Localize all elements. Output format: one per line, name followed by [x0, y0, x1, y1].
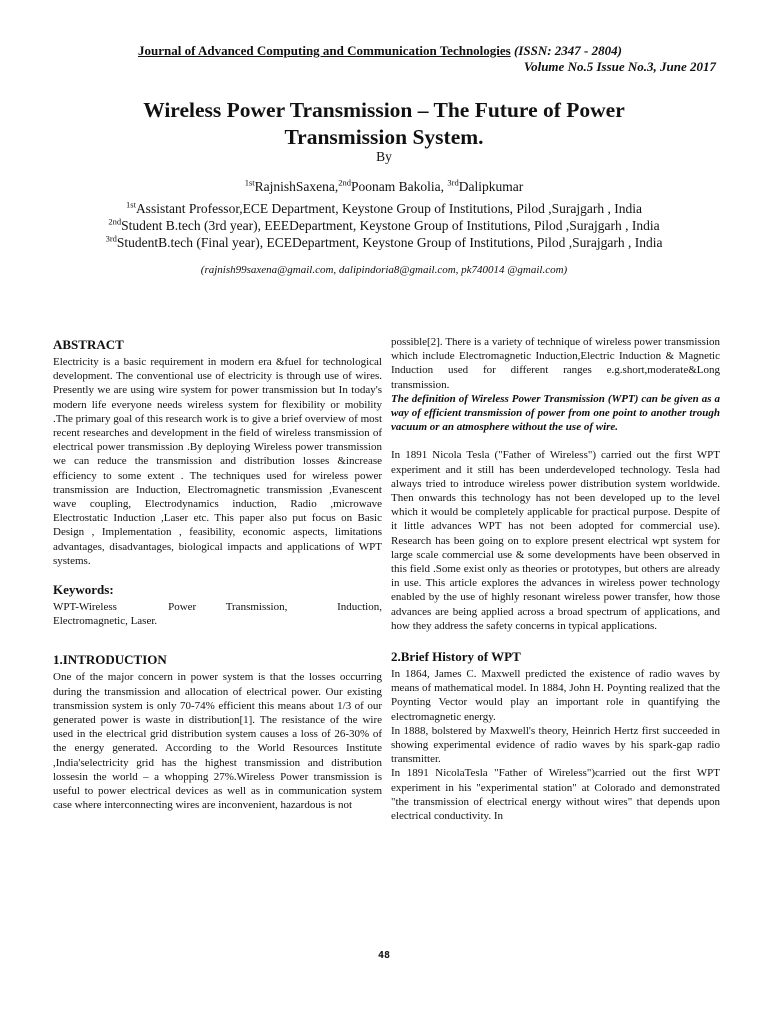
page-number: 48 — [377, 950, 391, 961]
paper-title — [0, 97, 768, 151]
keywords-heading: Keywords: — [53, 582, 114, 598]
history-heading: 2.Brief History of WPT — [391, 649, 521, 665]
keyword-2: Power — [168, 601, 197, 614]
affiliation-3-text: StudentB.tech (Final year), ECEDepartment, Keystone Group of Institutions, Pilod ,Surajgarh , India — [116, 235, 663, 250]
keyword-3: Transmission, — [225, 601, 288, 614]
author-2-ordinal: 2nd — [338, 177, 352, 188]
intro-continued-text: possible[2]. There is a variety of technique of wireless power transmission which include Electromagnetic Induction,Electric Induction & Magnetic Induction used for different ranges e.g.short,moderate&Long transmission. — [391, 336, 720, 391]
by-label: By — [376, 149, 392, 164]
journal-issn: (ISSN: 2347 - 2804) — [513, 43, 622, 58]
introduction-heading: 1.INTRODUCTION — [53, 652, 167, 668]
author-3-ordinal: 3rd — [447, 177, 459, 188]
affiliation-2 — [0, 218, 768, 234]
author-3-name: Dalipkumar — [458, 179, 524, 194]
journal-volume: Volume No.5 Issue No.3, June 2017 — [523, 59, 716, 74]
introduction-text: One of the major concern in power system is that the losses occurring during the transmission and allocation of electrical power. Our existing transmission system is only 70-74% efficient this means about 1/3 of our generated power is waste in distribution[1]. The resistance of the wire used in the electrical grid distribution system causes a loss of 26-30% of the energy generated. According to the World Resources Institute ,India'selectricity grid has the highest transmission and distribution lossesin the world – a whopping 27%.Wireless Power transmission is useful to power electrical devices as well as in communication system case where interconnecting wires are inconvenient, hazardous is not — [53, 671, 382, 812]
keyword-1: WPT-Wireless — [53, 601, 117, 614]
journal-name: Journal of Advanced Computing and Communication Technologies — [138, 43, 511, 58]
abstract-text: Electricity is a basic requirement in modern era &fuel for technological development. The conventional use of electricity is through use of wires. Presently we are using wire system for power transmission but In today's modern life everyone needs wireless system for flexibility or mobility .The primary goal of this research work is to give a brief overview of most recent researches and development in the field of wireless transmission of electrical power transmission .By deploying Wireless power transmission we can reduce the transmission and distribution losses &increase efficiency to some extent . The techniques used for wireless power transmission are Induction, Electromagnetic transmission ,Evanescent wave coupling, Electrodynamics induction, Radio ,microwave Electrostatic Induction ,Laser etc. This paper also put focus on Basic Design , Implementation , feasibility, economic aspects, limitations advantages, disadvantages, biological impacts and applications of WPT systems. — [53, 356, 382, 567]
keywords-list — [53, 600, 382, 614]
affiliation-1-text: Assistant Professor,ECE Department, Keystone Group of Institutions, Pilod ,Surajgarh , India — [135, 201, 642, 216]
author-1-name: RajnishSaxena, — [254, 179, 339, 194]
title-line-1: Wireless Power Transmission – The Future of Power — [143, 98, 625, 122]
affiliation-2-ordinal: 2nd — [108, 216, 122, 227]
journal-header — [138, 42, 718, 59]
tesla-paragraph: In 1891 Nicola Tesla ("Father of Wireless") carried out the first WPT experiment and it still has been underdeveloped technology. Tesla had always tried to introduce wireless power distribution system worldwide. Then onwards this technology has not been developed up to the level which it would be completely applicable for practical purpose. Despite of it little advances WPT has not been adopted for commercial use). Research has been going on to explore present electrical wpt system for large scale commercial use & some developments have been observed in this field .Some exist only as theories or prototypes, but others are already in use. This article explores the advances in wireless power technology enabled by the use of highly resonant wireless power transfer, how those advances are being applied across a broad spectrum of applications, and how they address the safety concerns in typical applications. — [391, 449, 720, 632]
abstract-heading: ABSTRACT — [53, 337, 124, 352]
affiliation-3-ordinal: 3rd — [105, 233, 117, 244]
affiliation-2-text: Student B.tech (3rd year), EEEDepartment, Keystone Group of Institutions, Pilod ,Surajgarh , India — [121, 218, 660, 233]
right-column — [391, 335, 720, 832]
keyword-4: Induction, — [337, 601, 382, 614]
author-emails: (rajnish99saxena@gmail.com, dalipindoria8@gmail.com, pk740014 @gmail.com) — [200, 264, 568, 276]
history-maxwell: In 1864, James C. Maxwell predicted the existence of radio waves by means of mathematical model. In 1884, John H. Poynting realized that the Poynting Vector would play an important role in quantifying the electromagnetic energy. — [391, 668, 720, 723]
wpt-definition: The definition of Wireless Power Transmission (WPT) can be given as a way of efficient transmission of power from one point to another trough vacuum or an atmosphere without the use of wire. — [391, 392, 720, 434]
affiliation-1 — [0, 201, 768, 217]
affiliation-3 — [0, 235, 768, 251]
author-2-name: Poonam Bakolia, — [351, 179, 448, 194]
keywords-continued: Electromagnetic, Laser. — [53, 615, 158, 628]
left-column — [53, 335, 382, 821]
author-1-ordinal: 1st — [244, 177, 255, 188]
affiliation-1-ordinal: 1st — [126, 199, 136, 210]
author-list — [0, 179, 768, 195]
history-hertz: In 1888, bolstered by Maxwell's theory, Heinrich Hertz first succeeded in showing experimental evidence of radio waves by his spark-gap radio transmitter. — [391, 724, 720, 766]
title-line-2: Transmission System. — [284, 125, 484, 149]
history-tesla: In 1891 NicolaTesla "Father of Wireless")carried out the first WPT experiment in his "experimental station" at Colorado and demonstrated "the transmission of electrical energy without wires" that depends upon electrical conductivity. In — [391, 767, 720, 823]
